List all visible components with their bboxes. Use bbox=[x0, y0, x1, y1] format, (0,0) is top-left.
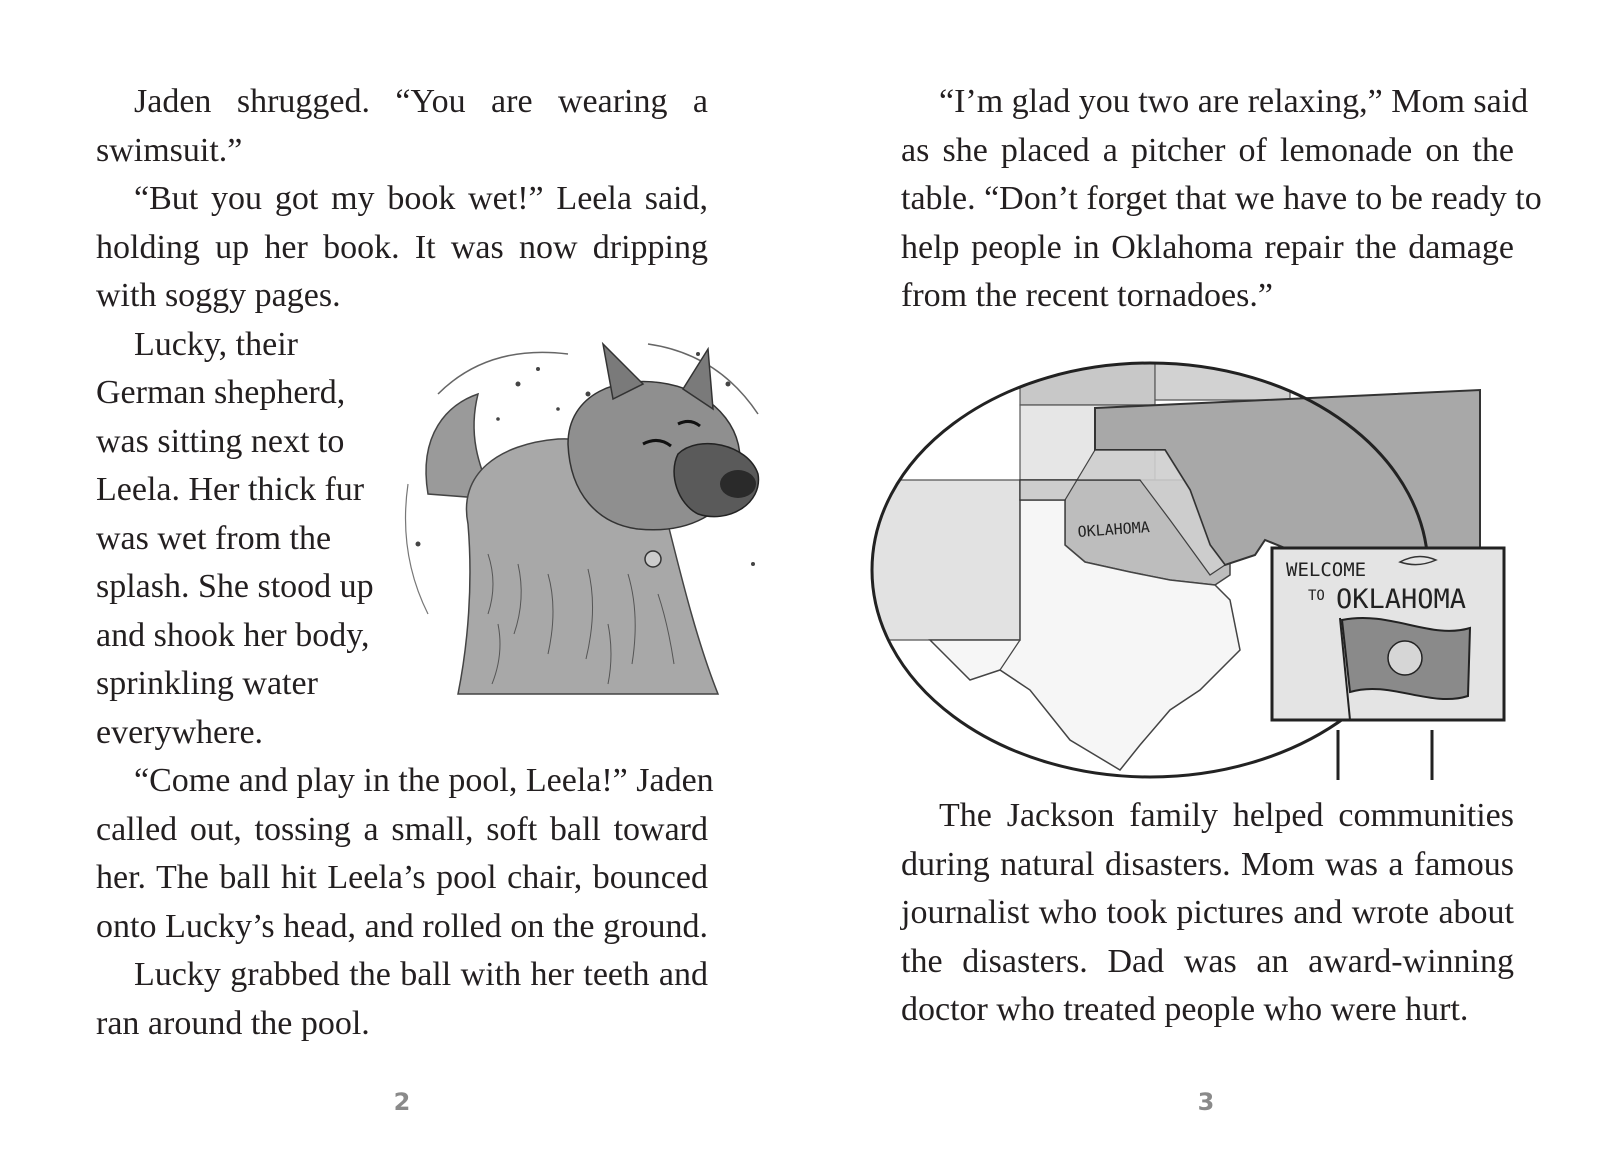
oklahoma-map-illustration bbox=[870, 350, 1560, 810]
text-line: the disasters. Dad was an award-winning bbox=[901, 942, 1514, 980]
right-page-text-bottom bbox=[901, 792, 1514, 1035]
text-line: journalist who took pictures and wrote about bbox=[901, 894, 1514, 931]
text-line: was sitting next to bbox=[96, 422, 345, 460]
flag-emblem-icon bbox=[1388, 641, 1422, 675]
page-number-left: 2 bbox=[393, 1088, 411, 1116]
text-line: Lucky grabbed the ball with her teeth and bbox=[134, 956, 708, 993]
dog-illustration bbox=[398, 324, 778, 714]
text-line: sprinkling water bbox=[96, 665, 318, 702]
text-line: Jaden shrugged. “You are wearing a bbox=[134, 83, 708, 120]
text-line: “But you got my book wet!” Leela said, bbox=[134, 180, 708, 217]
welcome-sign bbox=[1272, 548, 1504, 780]
text-line: and shook her body, bbox=[96, 616, 370, 654]
text-line: her. The ball hit Leela’s pool chair, bounced bbox=[96, 859, 708, 896]
text-line: everywhere. bbox=[96, 713, 264, 751]
page-number-right: 3 bbox=[1197, 1088, 1215, 1116]
text-line: help people in Oklahoma repair the damage bbox=[901, 228, 1514, 266]
map-state-label: OKLAHOMA bbox=[1077, 517, 1151, 541]
text-line: from the recent tornadoes.” bbox=[901, 277, 1273, 314]
text-line: with soggy pages. bbox=[96, 277, 341, 314]
sign-to-text: TO bbox=[1308, 588, 1325, 604]
text-line: holding up her book. It was now dripping bbox=[96, 228, 708, 266]
text-line: called out, tossing a small, soft ball toward bbox=[96, 810, 708, 848]
text-line: Lucky, their bbox=[134, 325, 298, 363]
text-line: ran around the pool. bbox=[96, 1004, 370, 1042]
text-line: swimsuit.” bbox=[96, 131, 243, 169]
sign-oklahoma-text: OKLAHOMA bbox=[1336, 584, 1467, 615]
text-line: Leela. Her thick fur bbox=[96, 471, 365, 508]
text-line: as she placed a pitcher of lemonade on the bbox=[901, 131, 1514, 169]
text-line: “I’m glad you two are relaxing,” Mom said bbox=[939, 83, 1529, 120]
sign-welcome-text: WELCOME bbox=[1286, 559, 1367, 581]
text-line: during natural disasters. Mom was a famous bbox=[901, 845, 1514, 883]
text-line: German shepherd, bbox=[96, 374, 346, 411]
right-page-text-top bbox=[901, 78, 1542, 321]
text-line: was wet from the bbox=[96, 519, 332, 557]
text-line: table. “Don’t forget that we have to be ready to bbox=[901, 180, 1542, 217]
text-line: “Come and play in the pool, Leela!” Jaden bbox=[134, 762, 714, 799]
text-line: doctor who treated people who were hurt. bbox=[901, 991, 1469, 1028]
text-line: The Jackson family helped communities bbox=[939, 797, 1514, 834]
text-line: onto Lucky’s head, and rolled on the ground. bbox=[96, 907, 708, 945]
text-line: splash. She stood up bbox=[96, 568, 374, 605]
